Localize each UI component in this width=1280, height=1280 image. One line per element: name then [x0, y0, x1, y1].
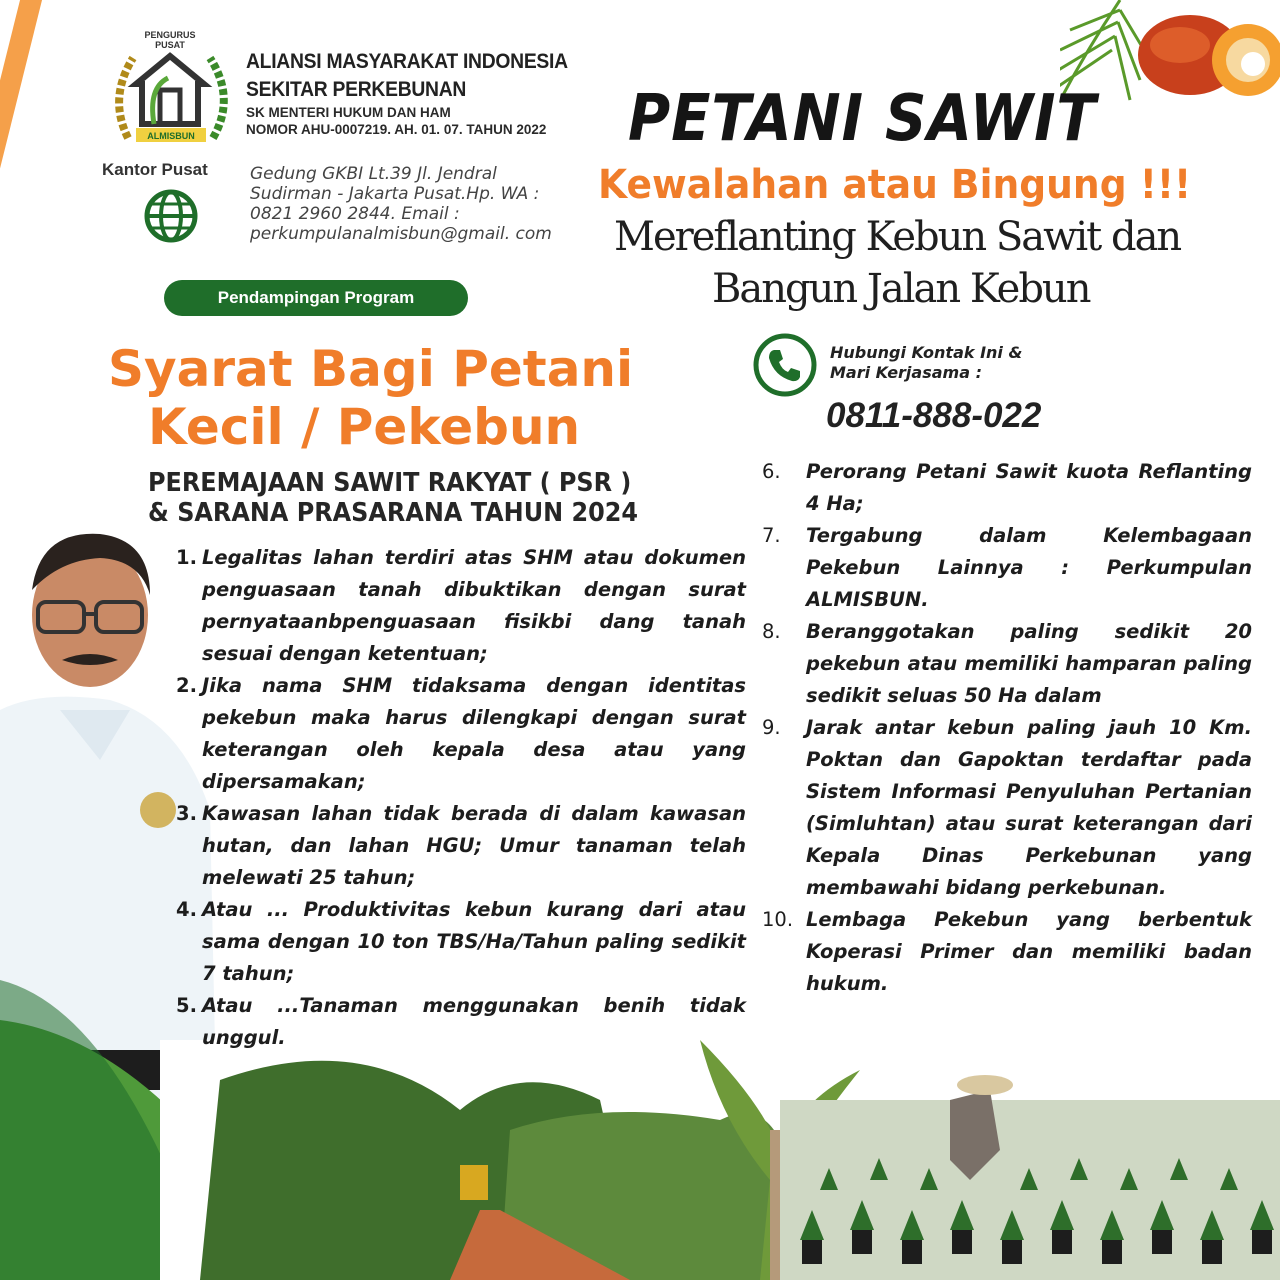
list-item	[762, 904, 1252, 1000]
program-title-line2: & SARANA PRASARANA TAHUN 2024	[148, 498, 639, 528]
list-item-number: 7.	[762, 524, 781, 547]
list-item	[176, 670, 746, 798]
phone-icon	[752, 332, 818, 398]
list-item-text: Beranggotakan paling sedikit 20 pekebun atau memiliki hamparan paling sedikit seluas 50 Ha dalam	[806, 620, 1252, 707]
list-item	[176, 542, 746, 670]
logo-text-bottom: ALMISBUN	[147, 131, 195, 141]
org-sk-line1: SK MENTERI HUKUM DAN HAM	[246, 105, 451, 120]
list-item-number: 5.	[176, 994, 197, 1017]
list-item	[176, 894, 746, 990]
list-item-number: 2.	[176, 674, 197, 697]
almisbun-logo	[108, 28, 238, 158]
contact-text	[830, 343, 1022, 383]
list-item-number: 8.	[762, 620, 781, 643]
headline-line1: Mereflanting Kebun Sawit dan	[614, 214, 1181, 260]
list-item-text: Atau ... Produktivitas kebun kurang dari atau sama dengan 10 ton TBS/Ha/Tahun paling sedikit 7 tahun;	[202, 898, 746, 985]
kantor-label: Kantor Pusat	[102, 160, 208, 179]
org-name-line1: ALIANSI MASYARAKAT INDONESIA	[246, 50, 568, 73]
logo-text-top2: PUSAT	[155, 40, 185, 50]
requirements-list-left	[176, 542, 746, 1054]
list-item-text: Perorang Petani Sawit kuota Reflanting 4 Ha;	[806, 460, 1252, 515]
office-address: Gedung GKBI Lt.39 Jl. Jendral Sudirman - Jakarta Pusat.Hp. WA : 0821 2960 2844. Email : perkumpulanalmisbun@gmail. com	[250, 164, 552, 244]
list-item-number: 1.	[176, 546, 197, 569]
headline-line2: Bangun Jalan Kebun	[712, 266, 1090, 312]
org-sk-line2: NOMOR AHU-0007219. AH. 01. 07. TAHUN 2022	[246, 122, 547, 137]
program-title	[148, 468, 638, 528]
globe-icon	[143, 188, 199, 244]
list-item-text: Jika nama SHM tidaksama dengan identitas pekebun maka harus dilengkapi dengan surat keterangan oleh kepala desa atau yang dipersamakan;	[202, 674, 746, 793]
program-title-line1: PEREMAJAAN SAWIT RAKYAT ( PSR )	[148, 468, 632, 498]
list-item-number: 6.	[762, 460, 781, 483]
requirements-list-right	[762, 456, 1252, 1000]
list-item-text: Atau ...Tanaman menggunakan benih tidak unggul.	[202, 994, 746, 1049]
requirements-title-line1: Syarat Bagi Petani	[108, 340, 634, 398]
requirements-title	[108, 340, 633, 456]
page-title: PETANI SAWIT	[628, 82, 1097, 156]
org-header	[246, 48, 596, 138]
list-item-number: 4.	[176, 898, 197, 921]
org-name-line2: SEKITAR PERKEBUNAN	[246, 78, 467, 101]
page-subtitle: Kewalahan atau Bingung !!!	[598, 162, 1192, 208]
logo-text-top: PENGURUS	[144, 30, 196, 40]
requirements-title-line2: Kecil / Pekebun	[148, 398, 581, 456]
contact-line2: Mari Kerjasama :	[830, 363, 982, 382]
list-item-text: Tergabung dalam Kelembagaan Pekebun Lainnya : Perkumpulan ALMISBUN.	[806, 524, 1252, 611]
list-item	[762, 456, 1252, 520]
list-item-text: Lembaga Pekebun yang berbentuk Koperasi Primer dan memiliki badan hukum.	[806, 908, 1252, 995]
list-item	[762, 616, 1252, 712]
list-item	[176, 798, 746, 894]
list-item-number: 9.	[762, 716, 781, 739]
plantation-photo	[160, 1040, 1280, 1280]
list-item-number: 3.	[176, 802, 197, 825]
list-item	[762, 712, 1252, 904]
list-item	[762, 520, 1252, 616]
program-button[interactable]: Pendampingan Program	[164, 280, 468, 316]
contact-line1: Hubungi Kontak Ini &	[830, 343, 1023, 362]
list-item	[176, 990, 746, 1054]
phone-number[interactable]: 0811-888-022	[826, 396, 1042, 435]
list-item-text: Kawasan lahan tidak berada di dalam kawasan hutan, dan lahan HGU; Umur tanaman telah melewati 25 tahun;	[202, 802, 746, 889]
list-item-number: 10.	[762, 908, 794, 931]
list-item-text: Legalitas lahan terdiri atas SHM atau dokumen penguasaan tanah dibuktikan dengan surat pernyataanbpenguasaan fisikbi dang tanah sesuai dengan ketentuan;	[202, 546, 746, 665]
list-item-text: Jarak antar kebun paling jauh 10 Km. Poktan dan Gapoktan terdaftar pada Sistem Informasi Penyuluhan Pertanian (Simluhtan) atau surat keterangan dari Kepala Dinas Perkebunan yang membawahi bidang perkebunan.	[806, 716, 1252, 899]
